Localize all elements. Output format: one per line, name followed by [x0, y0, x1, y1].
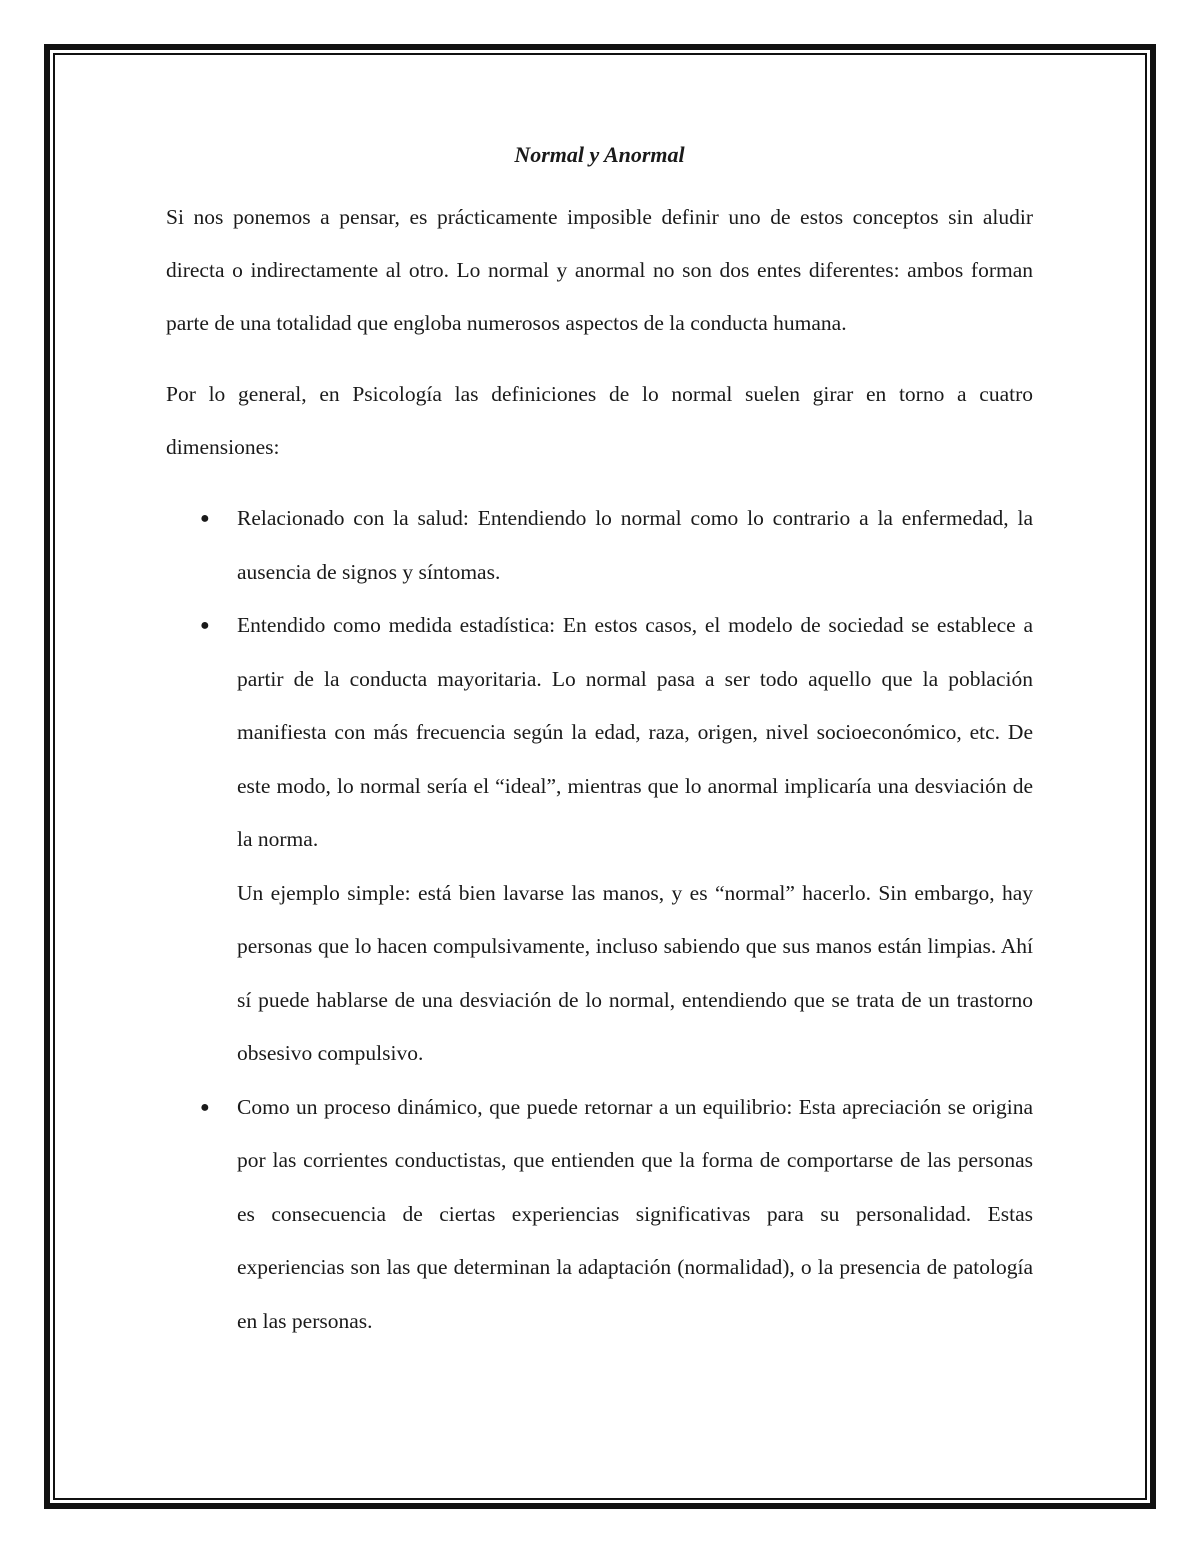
- list-item: [166, 599, 1033, 1081]
- bullet-icon: ●: [200, 617, 210, 634]
- bullet-icon: ●: [200, 1098, 210, 1116]
- list-item-text: Como un proceso dinámico, que puede retornar a un equilibrio: Esta apreciación se origina por las corrientes conductistas, que entienden que la forma de comportarse de las personas es consecuencia de ciertas experiencias significativas para su personalidad. Estas experiencias son las que determinan la adaptación (normalidad), o la presencia de patología en las personas.: [237, 1094, 1033, 1333]
- list-item-text: Relacionado con la salud: Entendiendo lo normal como lo contrario a la enfermedad, la ausencia de signos y síntomas.: [237, 506, 1033, 584]
- dimensions-intro-paragraph: Por lo general, en Psicología las definiciones de lo normal suelen girar en torno a cuatro dimensiones:: [166, 382, 1033, 459]
- list-item: [166, 1081, 1033, 1349]
- intro-paragraph: Si nos ponemos a pensar, es prácticamente imposible definir uno de estos conceptos sin aludir directa o indirectamente al otro. Lo normal y anormal no son dos entes diferentes: ambos forman parte de una totalidad que engloba numerosos aspectos de la conducta humana.: [166, 205, 1033, 335]
- list-item: [166, 492, 1033, 599]
- document-title: Normal y Anormal: [514, 142, 685, 167]
- dimensions-list: [166, 492, 1033, 1348]
- bullet-icon: ●: [200, 510, 210, 527]
- list-item-example: Un ejemplo simple: está bien lavarse las manos, y es “normal” hacerlo. Sin embargo, hay personas que lo hacen compulsivamente, incluso sabiendo que sus manos están limpias. Ahí sí puede hablarse de una desviación de lo normal, entendiendo que se trata de un trastorno obsesivo compulsivo.: [237, 880, 1033, 1065]
- list-item-text: Entendido como medida estadística: En estos casos, el modelo de sociedad se establece a partir de la conducta mayoritaria. Lo normal pasa a ser todo aquello que la población manifiesta con más frecuencia según la edad, raza, origen, nivel socioeconómico, etc. De este modo, lo normal sería el “ideal”, mientras que lo anormal implicaría una desviación de la norma.: [237, 613, 1033, 851]
- document-body: [166, 138, 1033, 1348]
